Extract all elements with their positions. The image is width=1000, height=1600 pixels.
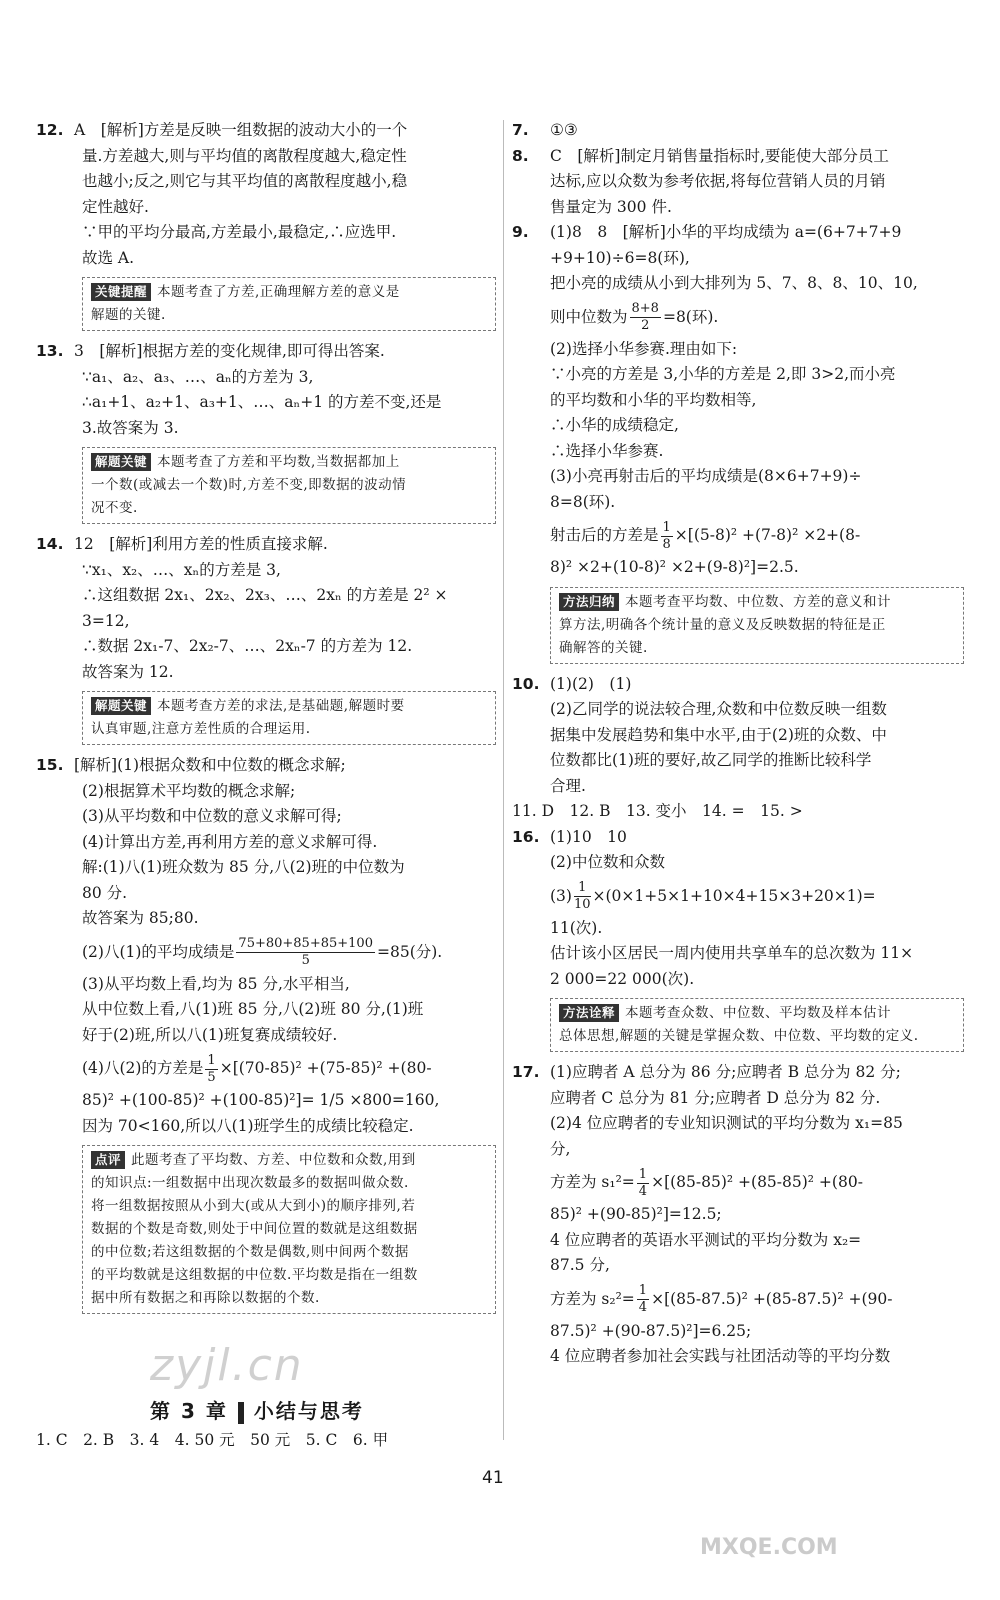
formula-line: (4)八(2)的方差是 $\frac{1}{5}$ ×[(70-85)² +(75-85)² +(80- [82, 1052, 432, 1085]
fraction: $\frac{1}{10}$ [573, 880, 591, 912]
formula-line: (2)八(1)的平均成绩是 $\frac{75+80+85+85+100}{5}$ =85(分). [82, 936, 443, 968]
chapter-answers: 1. C 2. B 3. 4 4. 50 元 50 元 5. C 6. 甲 [36, 1431, 389, 1449]
tip-box: 解题关键 本题考查方差的求法,是基础题,解题时要 认真审题,注意方差性质的合理运用. [82, 691, 496, 745]
question-number: 12. [36, 121, 64, 139]
question-17: 17. (1)应聘者 A 总分为 86 分;应聘者 B 总分为 82 分; 应聘者 C 总分为 81 分;应聘者 D 总分为 82 分. (2)4 位应聘者的专业知识测试的平均分数为 x₁=85 分, 方差为 s₁²= $\frac{1}{4}$ ×[(85-85)² +(85-85)² +(80- 85)² +(90-85)²]=12.5; 4 位应聘者的英语水平测试的平均分数为 x₂= 87.5 分, 方差为 s₂²= $\frac{1}{4}$ ×[(85-87.5)² +(85-87.5)² +(90- 87.5)² +(90-87.5)²]=6.25; 4 位应聘者参加社会实践与社团活动等的平均分数 [512, 1060, 964, 1370]
tip-box: 方法归纳 本题考查平均数、中位数、方差的意义和计 算方法,明确各个统计量的意义及反映数据的特征是正 确解答的关键. [550, 587, 964, 664]
watermark-site-logo: MXQE.COM [700, 1535, 838, 1560]
question-7: 7. ①③ [512, 121, 578, 139]
question-8: 8. C [解析]制定月销售量指标时,要能使大部分员工 达标,应以众数为参考依据,将每位营销人员的月销 售量定为 300 件. [512, 146, 889, 216]
tip-box: 点评 此题考查了平均数、方差、中位数和众数,用到 的知识点:一组数据中出现次数最多的数据叫做众数. 将一组数据按照从小到大(或从大到小)的顺序排列,若 数据的个数是奇数,则处于中间位置的数就是这组数据 的中位数;若这组数据的个数是偶数,则中间两个数据 的平均数就是这组数据的中位数.平均数是指在一组数 据中所有数据之和再除以数据的个数. [82, 1145, 496, 1314]
formula-line: 则中位数为 $\frac{8+8}{2}$ =8(环). [550, 301, 719, 333]
tip-tag: 关键提醒 [91, 283, 151, 301]
fraction: $\frac{1}{4}$ [638, 1166, 648, 1199]
tip-box: 关键提醒 本题考查了方差,正确理解方差的意义是 解题的关键. [82, 277, 496, 331]
fraction: $\frac{75+80+85+85+100}{5}$ [238, 936, 373, 968]
left-column [36, 118, 496, 1322]
section-heading: 第 3 章 小结与思考 [150, 1399, 364, 1423]
fraction: $\frac{1}{5}$ [207, 1052, 216, 1085]
question-10: 10. (1)(2) (1) (2)乙同学的说法较合理,众数和中位数反映一组数 据集中发展趋势和集中水平,由于(2)班的众数、中 位数都比(1)班的要好,故乙同学的推断比较科学 合理. [512, 674, 887, 795]
fraction: $\frac{8+8}{2}$ [631, 301, 659, 333]
tip-box: 方法诠释 本题考查众数、中位数、平均数及样本估计 总体思想,解题的关键是掌握众数、中位数、平均数的定义. [550, 998, 964, 1052]
formula-line: (3) $\frac{1}{10}$ ×(0×1+5×1+10×4+15×3+20×1)= [550, 880, 876, 912]
watermark-logo: zyjl.cn [150, 1340, 304, 1391]
heading-bar-icon [238, 1402, 244, 1424]
question-13: 13. 3 [解析]根据方差的变化规律,即可得出答案. ∵a₁、a₂、a₃、…、aₙ的方差为 3, ∴a₁+1、a₂+1、a₃+1、…、aₙ+1 的方差不变,还是 3.故答案为 3. [36, 342, 442, 437]
questions-11-15: 11. D 12. B 13. 变小 14. = 15. > [512, 802, 803, 820]
right-column [512, 118, 964, 1370]
question-16: 16. (1)10 10 (2)中位数和众数 (3) $\frac{1}{10}$ ×(0×1+5×1+10×4+15×3+20×1)= 11(次). 估计该小区居民一周内使用共享单车的总次数为 11× 2 000=22 000(次). [512, 825, 964, 993]
formula-line: 方差为 s₂²= $\frac{1}{4}$ ×[(85-87.5)² +(85-87.5)² +(90- [550, 1283, 893, 1315]
question-14: 14. 12 [解析]利用方差的性质直接求解. ∵x₁、x₂、…、xₙ的方差是 3, ∴这组数据 2x₁、2x₂、2x₃、…、2xₙ 的方差是 2² × 3=12, ∴数据 2x₁-7、2x₂-7、…、2xₙ-7 的方差为 12. 故答案为 12. [36, 535, 448, 681]
column-divider [503, 120, 504, 1440]
page-number: 41 [482, 1468, 504, 1488]
fraction: $\frac{1}{8}$ [662, 519, 671, 552]
question-15: 15. [解析](1)根据众数和中位数的概念求解; (2)根据算术平均数的概念求解; (3)从平均数和中位数的意义求解可得; (4)计算出方差,再利用方差的意义求解可得. 解:(1)八(1)班众数为 85 分,八(2)班的中位数为 80 分. 故答案为 85;80. (2)八(1)的平均成绩是 $\frac{75+80+85+85+100}{5}$ =85(分). (3)从平均数上看,均为 85 分,水平相当, 从中位数上看,八(1)班 85 分,八(2)班 80 分,(1)班 好于(2)班,所以八(1)班复赛成绩较好. (4)八(2)的方差是 $\frac{1}{5}$ ×[(70-85)² +(75-85)² +(80- 85)² +(100-85)² +(100-85)²]= 1/5 ×800=160, 因为 70<160,所以八(1)班学生的成绩比较稳定. [36, 753, 496, 1139]
formula-line: 射击后的方差是 $\frac{1}{8}$ ×[(5-8)² +(7-8)² ×2+(8- [550, 519, 861, 552]
tip-box: 解题关键 本题考查了方差和平均数,当数据都加上 一个数(或减去一个数)时,方差不变,即数据的波动情 况不变. [82, 447, 496, 524]
question-9: 9. (1)8 8 [解析]小华的平均成绩为 a=(6+7+7+9 +9+10)÷6=8(环), 把小亮的成绩从小到大排列为 5、7、8、8、10、10, 则中位数为 $\frac{8+8}{2}$ =8(环). (2)选择小华参赛.理由如下: ∵小亮的方差是 3,小华的方差是 2,即 3>2,而小亮 的平均数和小华的平均数相等, ∴小华的成绩稳定, ∴选择小华参赛. (3)小亮再射击后的平均成绩是(8×6+7+9)÷ 8=8(环). 射击后的方差是 $\frac{1}{8}$ ×[(5-8)² +(7-8)² ×2+(8- 8)² ×2+(10-8)² ×2+(9-8)²]=2.5. [512, 220, 964, 581]
question-12: 12. A [解析]方差是反映一组数据的波动大小的一个 量.方差越大,则与平均值的离散程度越大,稳定性 也越小;反之,则它与其平均值的离散程度越小,稳 定性越好. ∵甲的平均分最高,方差最小,最稳定,∴应选甲. 故选 A. [36, 118, 496, 271]
fraction: $\frac{1}{4}$ [638, 1283, 648, 1315]
formula-line: 方差为 s₁²= $\frac{1}{4}$ ×[(85-85)² +(85-85)² +(80- [550, 1166, 863, 1199]
